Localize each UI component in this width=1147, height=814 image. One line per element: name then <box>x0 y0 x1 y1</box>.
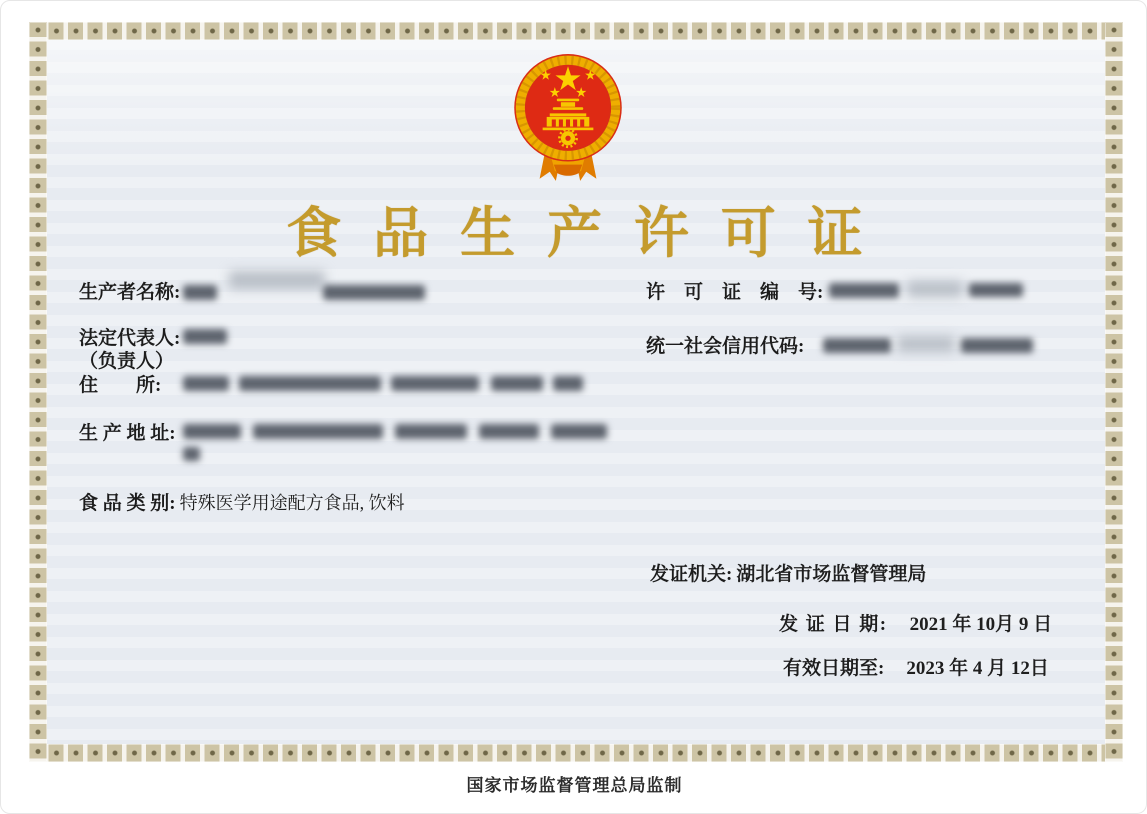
field-license-no <box>646 277 823 304</box>
ornamental-border-top <box>29 22 1123 40</box>
ornamental-border-right <box>1105 22 1123 762</box>
redacted-license-no <box>969 283 1023 297</box>
ornamental-border-left <box>29 22 47 762</box>
residence-label: 住 所: <box>79 375 162 396</box>
issuer-footer: 国家市场监督管理总局监制 <box>466 776 683 795</box>
redacted-producer-name <box>323 285 425 300</box>
issuing-authority-value: 湖北省市场监督管理局 <box>736 564 927 585</box>
redacted-residence <box>491 376 543 391</box>
redacted-credit-code <box>823 338 891 353</box>
redacted-producer-name <box>183 285 217 300</box>
redacted-production-address <box>183 424 241 439</box>
legal-rep-label: 法定代表人: <box>79 328 181 349</box>
redacted-credit-code <box>961 338 1033 353</box>
redacted-production-address <box>253 424 383 439</box>
redacted-production-address <box>551 424 607 439</box>
valid-until-value: 2023 年 4 月 12日 <box>906 658 1049 679</box>
redacted-production-address <box>479 424 539 439</box>
food-category-label: 食 品 类 别: <box>79 493 176 514</box>
redacted-residence <box>239 376 381 391</box>
production-address-label: 生 产 地 址: <box>79 423 176 444</box>
china-national-emblem-icon <box>509 51 627 198</box>
redacted-production-address <box>395 424 467 439</box>
field-food-category <box>79 488 405 515</box>
field-credit-code <box>646 331 804 358</box>
issue-date-value: 2021 年 10月 9 日 <box>909 614 1053 635</box>
redacted-residence <box>391 376 479 391</box>
certificate-title: 食品生产许可证 <box>286 203 895 264</box>
redacted-residence <box>553 376 583 391</box>
redacted-producer-name <box>229 271 325 289</box>
legal-rep-sublabel: （负责人） <box>79 351 175 372</box>
redacted-production-address <box>183 447 200 461</box>
producer-name-label: 生产者名称: <box>79 282 181 303</box>
field-valid-until <box>783 653 1049 680</box>
ornamental-border-bottom <box>29 744 1123 762</box>
issuing-authority-label: 发证机关: <box>650 564 733 585</box>
field-issue-date <box>779 609 1052 636</box>
redacted-residence <box>183 376 229 391</box>
redacted-license-no <box>907 281 963 297</box>
redacted-credit-code <box>897 336 955 352</box>
issue-date-label: 发 证 日 期: <box>779 614 888 635</box>
field-production-address <box>79 418 176 445</box>
valid-until-label: 有效日期至: <box>783 658 885 679</box>
credit-code-label: 统一社会信用代码: <box>646 336 805 357</box>
field-residence <box>79 370 161 397</box>
redacted-legal-rep <box>183 329 227 344</box>
license-no-label: 许 可 证 编 号: <box>646 282 824 303</box>
food-category-value: 特殊医学用途配方食品, 饮料 <box>179 493 405 513</box>
field-issuing-authority <box>650 559 926 586</box>
field-producer-name <box>79 277 180 304</box>
field-legal-rep-sublabel <box>79 346 174 373</box>
redacted-license-no <box>829 283 899 298</box>
